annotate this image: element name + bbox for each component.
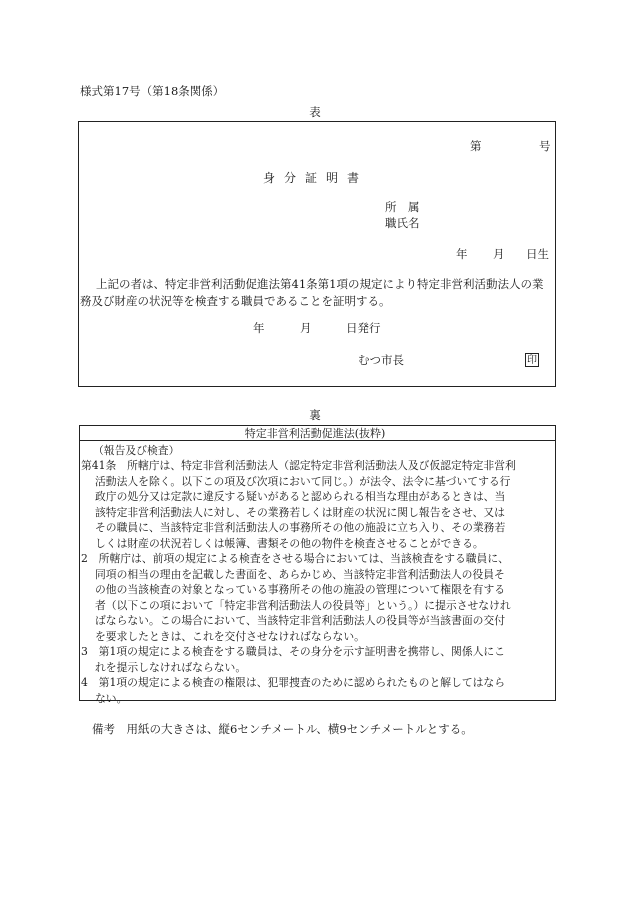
law-line: れを提示しなければならない。 xyxy=(95,660,247,674)
certification-line: 上記の者は、特定非営利活動促進法第41条第1項の規定により特定非営利活動法人の業 xyxy=(96,277,544,291)
law-excerpt-header: 特定非営利活動促進法(抜粋) xyxy=(244,427,386,440)
form-number: 様式第17号（第18条関係） xyxy=(80,84,225,98)
law-line: の他の当該検査の対象となっている事務所その他の施設の管理について権限を有する xyxy=(95,583,506,596)
dob-month: 月 xyxy=(493,247,505,261)
law-line: 2 所轄庁は、前項の規定による検査をさせる場合においては、当該検査をする職員に、 xyxy=(81,552,509,565)
issue-day: 日発行 xyxy=(346,321,381,335)
certification-line: 務及び財産の状況等を検査する職員であることを証明する。 xyxy=(80,294,391,308)
dob-year: 年 xyxy=(456,247,468,261)
law-line: 第41条 所轄庁は、特定非営利活動法人（認定特定非営利活動法人及び仮認定特定非営利 xyxy=(81,459,516,472)
law-line: 者（以下この項において「特定非営利活動法人の役員等」という。）に提示させなけれ xyxy=(95,598,511,612)
law-line: 政庁の処分又は定款に違反する疑いがあると認められる相当な理由があるときは、当 xyxy=(95,490,506,503)
issue-month: 月 xyxy=(300,321,312,335)
law-line: 3 第1項の規定による検査をする職員は、その身分を示す証明書を携帯し、関係人にこ xyxy=(81,645,506,658)
law-line: 活動法人を除く。以下この項及び次項において同じ。）が法令、法令に基づいてする行 xyxy=(95,474,511,488)
number-dai: 第 xyxy=(470,139,482,153)
law-line: しくは財産の状況若しくは帳簿、書類その他の物件を検査させることができる。 xyxy=(95,536,484,550)
header-divider xyxy=(79,440,556,441)
issue-year: 年 xyxy=(253,321,265,335)
name-label: 職氏名 xyxy=(385,216,420,230)
law-line: ない。 xyxy=(95,691,128,705)
law-line: 該特定非営利活動法人に対し、その業務若しくは財産の状況に関し報告をさせ、又は xyxy=(95,505,505,519)
official-seal: 印 xyxy=(527,355,537,366)
back-side-label: 裏 xyxy=(309,408,321,422)
law-line: その職員に、当該特定非営利活動法人の事務所その他の施設に立ち入り、その業務若 xyxy=(95,521,506,534)
remark-note: 備考 用紙の大きさは、縦6センチメートル、横9センチメートルとする。 xyxy=(92,722,473,736)
law-caption: （報告及び検査） xyxy=(93,444,180,457)
affiliation-label: 所 属 xyxy=(385,200,420,214)
law-line: 4 第1項の規定による検査の権限は、犯罪捜査のために認められたものと解してはなら xyxy=(81,676,506,689)
front-card xyxy=(78,121,556,387)
issuer-name: むつ市長 xyxy=(358,353,404,367)
law-line: 同項の相当の理由を記載した書面を、あらかじめ、当該特定非営利活動法人の役員そ xyxy=(95,567,505,581)
dob-born: 日生 xyxy=(526,247,549,261)
law-line: を要求したときは、これを交付させなければならない。 xyxy=(95,629,365,643)
law-line: ばならない。この場合において、当該特定非営利活動法人の役員等が当該書面の交付 xyxy=(95,614,506,627)
card-title: 身分証明書 xyxy=(263,171,369,185)
number-go: 号 xyxy=(539,139,551,153)
front-side-label: 表 xyxy=(309,105,321,119)
